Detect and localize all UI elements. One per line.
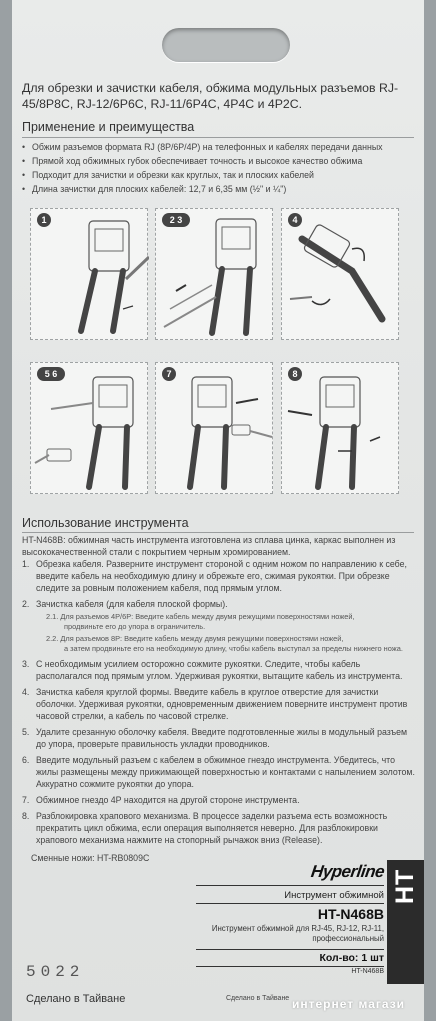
step-text: Разблокировка храпового механизма. В процессе заделки разъема есть возможность прекратить цикл обжима, если операция выполняется неверно. Для разблокировки храпового механизма нажмите на стопорный рычажок вниз (Release). <box>36 811 388 845</box>
step-number: 1. <box>22 559 30 569</box>
step-badge: 1 <box>37 213 51 227</box>
quantity: Кол-во: 1 шт <box>319 952 384 964</box>
list-item <box>22 810 417 846</box>
crimper-drawing <box>156 363 274 495</box>
step-badge: 7 <box>162 367 176 381</box>
ht-logo: HT <box>391 868 419 904</box>
figure-step-1 <box>30 208 148 340</box>
step-text: Удалите срезанную оболочку кабеля. Введите подготовленные жилы в модульный разъем до упора, проверьте правильность укладки проводников. <box>36 727 408 749</box>
sub-head: 2.2. Для разъемов 8P: Введите кабель между двумя режущими поверхностями ножей, <box>46 634 344 643</box>
divider <box>196 885 384 886</box>
divider <box>22 137 414 138</box>
sub-item <box>36 612 417 632</box>
product-description: Инструмент обжимной для RJ-45, RJ-12, RJ-11, профессиональный <box>211 924 384 943</box>
crimper-drawing <box>31 363 149 495</box>
step-text: Обжимное гнездо 4P находится на другой стороне инструмента. <box>36 795 300 805</box>
hanger-slot <box>162 28 290 62</box>
step-number: 6. <box>22 755 30 765</box>
advantages-title: Применение и преимущества <box>22 120 195 134</box>
step-number: 8. <box>22 811 30 821</box>
replacement-blades: Сменные ножи: HT-RB0809C <box>31 853 150 863</box>
divider <box>196 966 384 967</box>
list-item: • Длина зачистки для плоских кабелей: 12,7 и 6,35 мм (½" и ¼") <box>22 182 417 196</box>
list-item: • Подходит для зачистки и обрезки как круглых, так и плоских кабелей <box>22 168 417 182</box>
sub-head: 2.1. Для разъемов 4P/6P: Введите кабель между двумя режущими поверхностями ножей, <box>46 612 355 621</box>
list-item <box>22 686 417 722</box>
step-badge: 4 <box>288 213 302 227</box>
usage-title: Использование инструмента <box>22 516 189 530</box>
figure-step-8 <box>281 362 399 494</box>
step-number: 7. <box>22 795 30 805</box>
crimper-drawing <box>282 363 400 495</box>
made-in-label: Сделано в Тайване <box>26 993 126 1005</box>
sub-note: продвиньте его до упора в ограничитель. <box>64 622 206 631</box>
advantages-list <box>22 140 417 196</box>
figure-step-7 <box>155 362 273 494</box>
sub-item <box>36 634 417 654</box>
product-type: Инструмент обжимной <box>284 890 384 901</box>
step-number: 4. <box>22 687 30 697</box>
step-badge: 5 6 <box>37 367 65 381</box>
step-badge: 8 <box>288 367 302 381</box>
list-item <box>22 658 417 682</box>
list-item <box>22 598 417 654</box>
crimper-drawing <box>282 209 400 341</box>
watermark: интернет магази <box>292 997 406 1011</box>
label-code: HT-N468B <box>351 968 384 975</box>
step-number: 2. <box>22 599 30 609</box>
usage-steps <box>22 558 417 850</box>
divider <box>196 903 384 904</box>
crimper-drawing <box>156 209 274 341</box>
list-item <box>22 558 417 594</box>
figure-step-5-6 <box>30 362 148 494</box>
list-item <box>22 794 417 806</box>
sub-note: а затем продвиньте его на необходимую длину, чтобы кабель выступал за пределы нижнего ножа. <box>64 644 403 653</box>
divider <box>22 532 414 533</box>
list-item <box>22 754 417 790</box>
step-text: Зачистка кабеля круглой формы. Введите кабель в круглое отверстие для зачистки оболочки. Удерживая рукоятки, одновременным движением поверните инструмент против часовой стрелки, а кабель по часовой стрелке. <box>36 687 408 721</box>
step-number: 3. <box>22 659 30 669</box>
step-text: Введите модульный разъем с кабелем в обжимное гнездо инструмента. Убедитесь, что жилы размещены между прижимающей поверхностью и контактами с напылением золотом. Аккуратно сожмите рукоятки до упора. <box>36 755 415 789</box>
figure-step-2-3 <box>155 208 273 340</box>
step-text: Зачистка кабеля (для кабеля плоской формы). <box>36 599 228 609</box>
step-text: С необходимым усилием осторожно сожмите рукоятки. Следите, чтобы кабель располагался под прямым углом. Удерживая рукоятки, вытащите кабель из инструмента. <box>36 659 403 681</box>
crimper-drawing <box>31 209 149 341</box>
ht-logo-box <box>387 860 424 984</box>
brand-logo: Hyperline <box>309 862 386 881</box>
step-badge: 2 3 <box>162 213 190 227</box>
usage-intro: HT-N468B: обжимная часть инструмента изготовлена из сплава цинка, каркас выполнен из высококачественной стали с покрытием черным хромированием. <box>22 535 396 557</box>
made-in-label-small: Сделано в Тайване <box>226 995 290 1002</box>
product-model: HT-N468B <box>317 906 384 922</box>
list-item: • Прямой ход обжимных губок обеспечивает точность и высокое качество обжима <box>22 154 417 168</box>
step-number: 5. <box>22 727 30 737</box>
step-text: Обрезка кабеля. Разверните инструмент стороной с одним ножом по направлению к себе, введите кабель на необходимую длину и обрежьте его, сжимая рукоятки. При обрезке следите за ровным положением кабеля, под прямым углом. <box>36 559 407 593</box>
figure-step-4 <box>281 208 399 340</box>
list-item: • Обжим разъемов формата RJ (8P/6P/4P) на телефонных и кабелях передачи данных <box>22 140 417 154</box>
product-label <box>196 860 428 986</box>
intro-text: Для обрезки и зачистки кабеля, обжима модульных разъемов RJ-45/8P8C, RJ-12/6P6C, RJ-11/6P4C, 4P4C и 4P2C. <box>22 81 399 111</box>
list-item <box>22 726 417 750</box>
product-code: 5022 <box>26 963 85 981</box>
divider <box>196 949 384 950</box>
